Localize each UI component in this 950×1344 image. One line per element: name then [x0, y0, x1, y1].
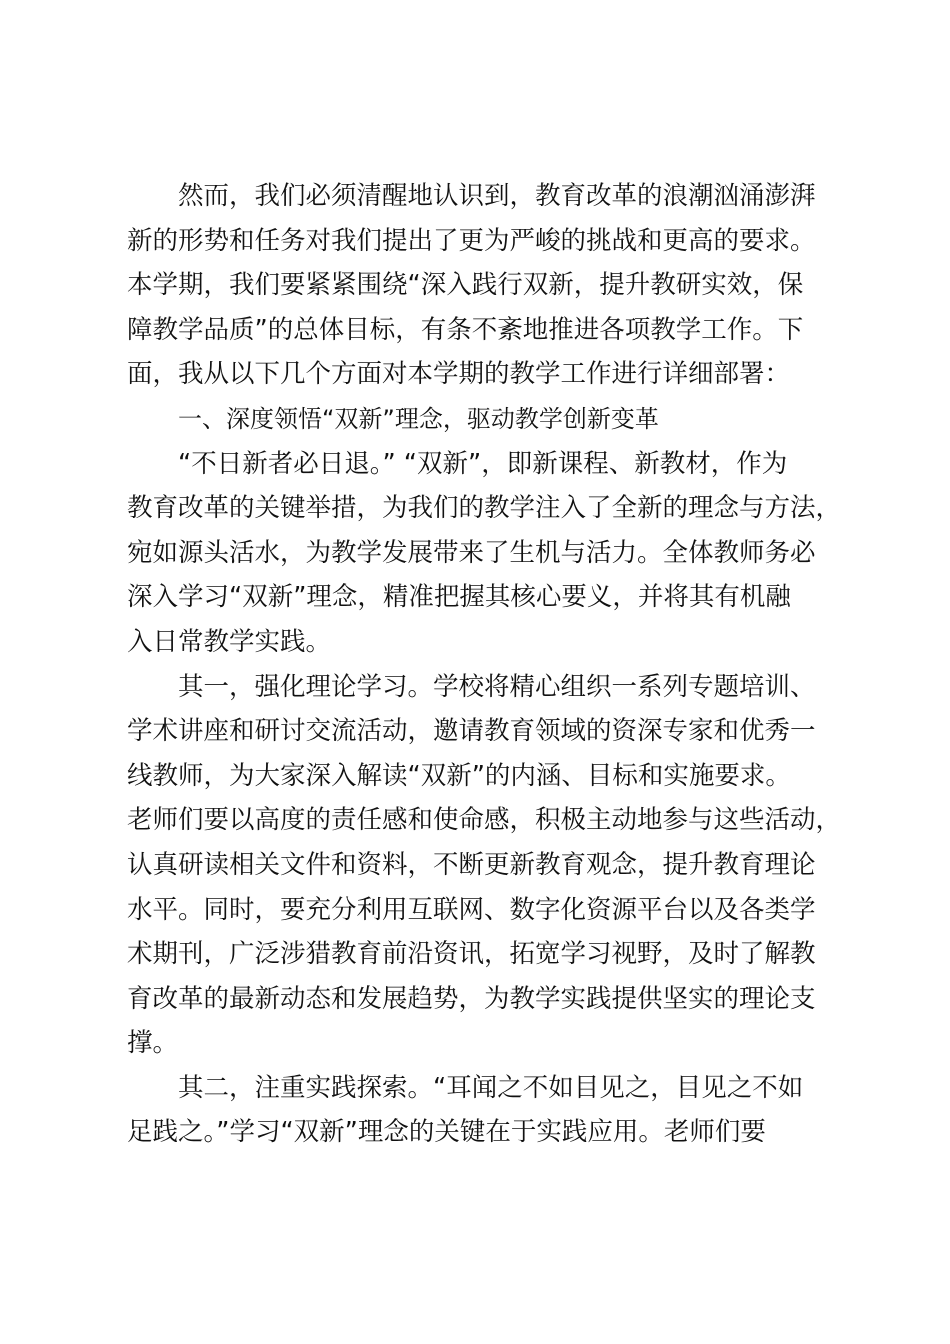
text-line: 育改革的最新动态和发展趋势，为教学实践提供坚实的理论支 — [127, 983, 816, 1014]
text-line: 水平。同时，要充分利用互联网、数字化资源平台以及各类学 — [127, 894, 816, 925]
text-line: 足践之。”学习“双新”理念的关键在于实践应用。老师们要 — [127, 1117, 766, 1148]
text-line: 然而，我们必须清醒地认识到，教育改革的浪潮汹涌澎湃 — [178, 181, 816, 211]
text-line: 本学期，我们要紧紧围绕“深入践行双新，提升教研实效，保 — [127, 270, 804, 301]
text-line: 老师们要以高度的责任感和使命感，积极主动地参与这些活动， — [127, 805, 842, 836]
text-line: 撑。 — [127, 1028, 179, 1059]
body-text — [127, 174, 842, 1155]
text-line: 其一，强化理论学习。学校将精心组织一系列专题培训、 — [178, 671, 816, 702]
text-line: 新的形势和任务对我们提出了更为严峻的挑战和更高的要求。 — [127, 225, 816, 256]
text-line: 术期刊，广泛涉猎教育前沿资讯，拓宽学习视野，及时了解教 — [127, 939, 816, 970]
text-line: 入日常教学实践。 — [127, 626, 332, 657]
text-line: “不日新者必日退。” “双新”，即新课程、新教材，作为 — [178, 448, 788, 479]
text-line: 其二，注重实践探索。“耳闻之不如目见之，目见之不如 — [178, 1072, 804, 1103]
text-line: 认真研读相关文件和资料，不断更新教育观念，提升教育理论 — [127, 849, 816, 880]
text-line: 宛如源头活水，为教学发展带来了生机与活力。全体教师务必 — [127, 537, 816, 568]
text-line: 深入学习“双新”理念，精准把握其核心要义，并将其有机融 — [127, 582, 791, 613]
text-line: 学术讲座和研讨交流活动，邀请教育领域的资深专家和优秀一 — [127, 716, 816, 747]
text-line: 线教师，为大家深入解读“双新”的内涵、目标和实施要求。 — [127, 760, 791, 791]
text-line: 面，我从以下几个方面对本学期的教学工作进行详细部署： — [127, 359, 791, 390]
text-line: 障教学品质”的总体目标，有条不紊地推进各项教学工作。下 — [127, 314, 804, 345]
text-line: 教育改革的关键举措，为我们的教学注入了全新的理念与方法， — [127, 493, 842, 524]
section-heading: 一、深度领悟“双新”理念，驱动教学创新变革 — [178, 404, 659, 433]
